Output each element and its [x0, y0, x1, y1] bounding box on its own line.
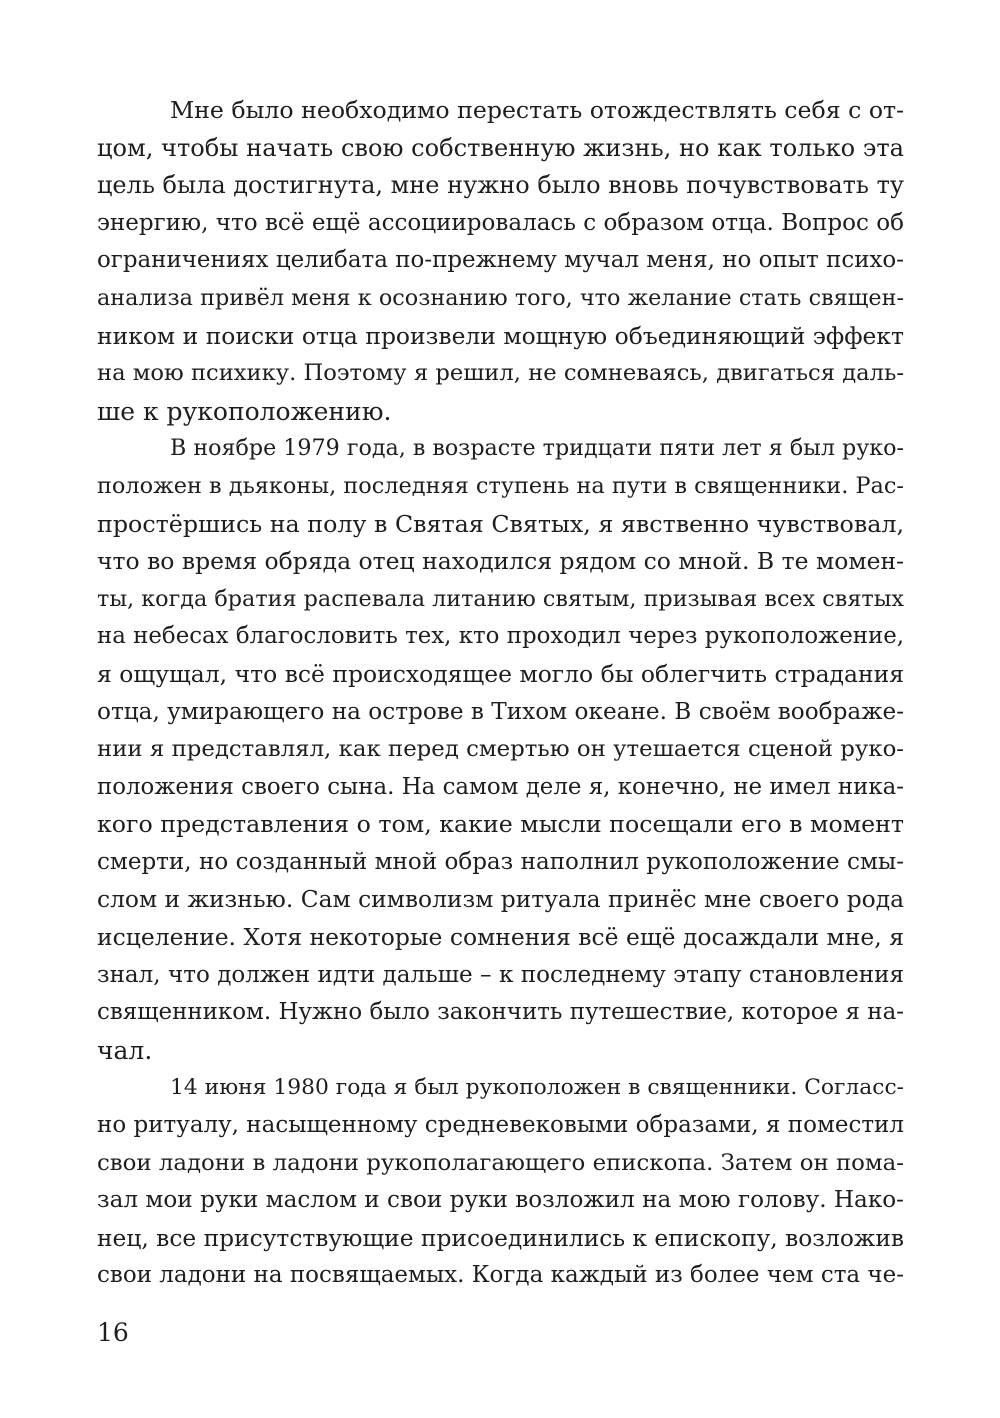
text-line: свои ладони в ладони рукополагающего епископа. Затем он пома-	[97, 1149, 904, 1176]
text-line: ограничениях целибата по-прежнему мучал меня, но опыт психо-	[97, 247, 904, 274]
text-line: на мою психику. Поэтому я решил, не сомневаясь, двигаться даль-	[97, 360, 904, 387]
text-line: Мне было необходимо перестать отождествлять себя с от-	[170, 96, 905, 124]
text-line: цом, чтобы начать свою собственную жизнь, но как только эта	[97, 133, 904, 162]
paragraph	[97, 92, 904, 430]
text-line: слом и жизнью. Сам символизм ритуала принёс мне своего рода	[97, 885, 904, 914]
text-line: кого представления о том, какие мысли посещали его в момент	[97, 810, 904, 839]
text-line: на небесах благословить тех, кто проходил через рукоположение,	[97, 623, 904, 650]
text-line: смерти, но созданный мной образ наполнил рукоположение смы-	[97, 848, 904, 875]
text-line: я ощущал, что всё происходящее могло бы облегчить страдания	[97, 659, 904, 688]
text-line: ше к рукоположению.	[97, 396, 392, 426]
text-line: священником. Нужно было закончить путешествие, которое я на-	[97, 999, 904, 1026]
text-line: положен в дьяконы, последняя ступень на пути в священники. Рас-	[97, 472, 904, 499]
text-line: знал, что должен идти дальше – к последнему этапу становления	[97, 961, 904, 988]
text-line: положения своего сына. На самом деле я, конечно, не имел ника-	[97, 773, 904, 800]
text-line: исцеление. Хотя некоторые сомнения всё ещё досаждали мне, я	[97, 923, 904, 952]
text-line: что во время обряда отец находился рядом со мной. В те момен-	[97, 547, 905, 576]
text-line: ты, когда братия распевала литанию святым, призывая всех святых	[97, 585, 904, 612]
page-number: 16	[97, 1318, 129, 1347]
text-line: энергию, что всё ещё ассоциировалась с образом отца. Вопрос об	[97, 209, 904, 236]
text-line: зал мои руки маслом и свои руки возложил на мою голову. Нако-	[97, 1187, 904, 1214]
text-line: анализа привёл меня к осознанию того, что желание стать священ-	[97, 284, 904, 311]
paragraph	[97, 430, 904, 1069]
text-line: отца, умирающего на острове в Тихом океане. В своём воображе-	[97, 698, 905, 725]
body-text	[97, 92, 904, 1295]
text-line: ником и поиски отца произвели мощную объединяющий эффект	[97, 321, 904, 350]
text-line: нии я представлял, как перед смертью он утешается сценой руко-	[97, 736, 904, 763]
text-line: но ритуалу, насыщенному средневековыми образами, я поместил	[97, 1112, 904, 1139]
paragraph	[97, 1069, 904, 1295]
text-line: свои ладони на посвящаемых. Когда каждый из более чем ста че-	[97, 1262, 904, 1289]
text-line: простёршись на полу в Святая Святых, я явственно чувствовал,	[97, 509, 904, 538]
text-line: цель была достигнута, мне нужно было вновь почувствовать ту	[97, 171, 904, 200]
text-line: нец, все присутствующие присоединились к епископу, возложив	[97, 1223, 905, 1252]
text-line: 14 июня 1980 года я был рукоположен в священники. Согласс-	[170, 1075, 904, 1101]
text-line: В ноябре 1979 года, в возрасте тридцати пяти лет я был руко-	[170, 435, 904, 462]
text-line: чал.	[97, 1035, 153, 1065]
